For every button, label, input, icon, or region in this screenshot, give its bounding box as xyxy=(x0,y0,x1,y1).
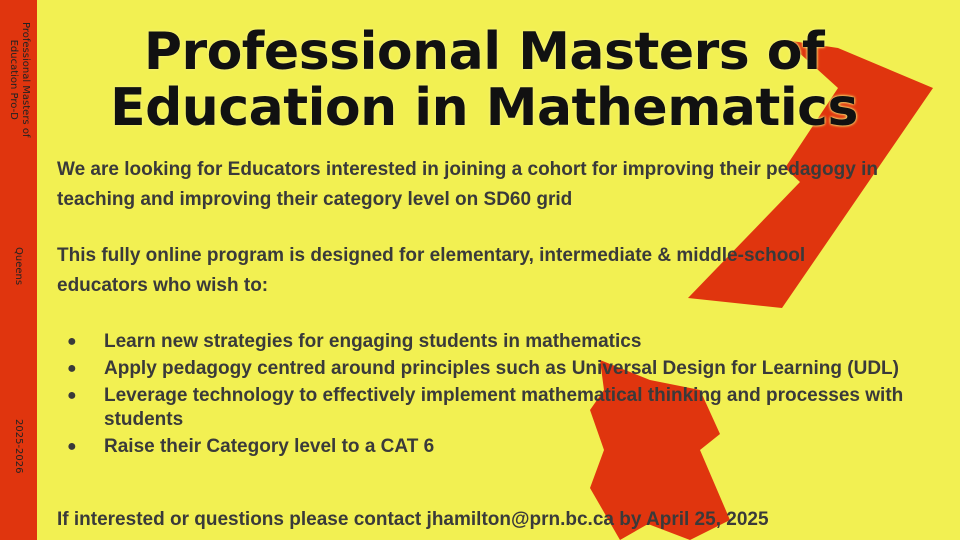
list-item-text: Apply pedagogy centred around principles such as Universal Design for Learning (UDL) xyxy=(104,358,899,379)
program-description: This fully online program is designed for elementary, intermediate & middle-school educators who wish to: xyxy=(57,245,806,296)
benefits-list xyxy=(57,330,947,462)
list-item xyxy=(57,357,947,381)
list-item-text: Learn new strategies for engaging students in mathematics xyxy=(104,331,642,352)
title-line2: Education in Mathematics xyxy=(110,78,858,138)
list-item-text: Raise their Category level to a CAT 6 xyxy=(104,436,435,457)
sidebar-university-label: Queens xyxy=(13,247,24,286)
bullet-icon: ● xyxy=(67,333,77,350)
page-title xyxy=(44,24,924,136)
sidebar-years-label: 2025-2026 xyxy=(13,419,24,474)
intro-paragraph: We are looking for Educators interested in joining a cohort for improving their pedagogy in teaching and improving their category level on SD60 grid xyxy=(57,159,878,210)
bullet-icon: ● xyxy=(67,387,77,404)
title-line1: Professional Masters of xyxy=(143,22,825,82)
list-item xyxy=(57,330,947,354)
bullet-icon: ● xyxy=(67,438,77,455)
list-item xyxy=(57,384,947,432)
bullet-icon: ● xyxy=(67,360,77,377)
list-item xyxy=(57,435,947,459)
contact-line: If interested or questions please contact jhamilton@prn.bc.ca by April 25, 2025 xyxy=(57,509,769,530)
sidebar-program-line2: Education Pro-D xyxy=(8,39,19,120)
list-item-text: Leverage technology to effectively implement mathematical thinking and processes with students xyxy=(104,385,904,430)
sidebar-program-line1: Professional Masters of xyxy=(20,22,31,138)
